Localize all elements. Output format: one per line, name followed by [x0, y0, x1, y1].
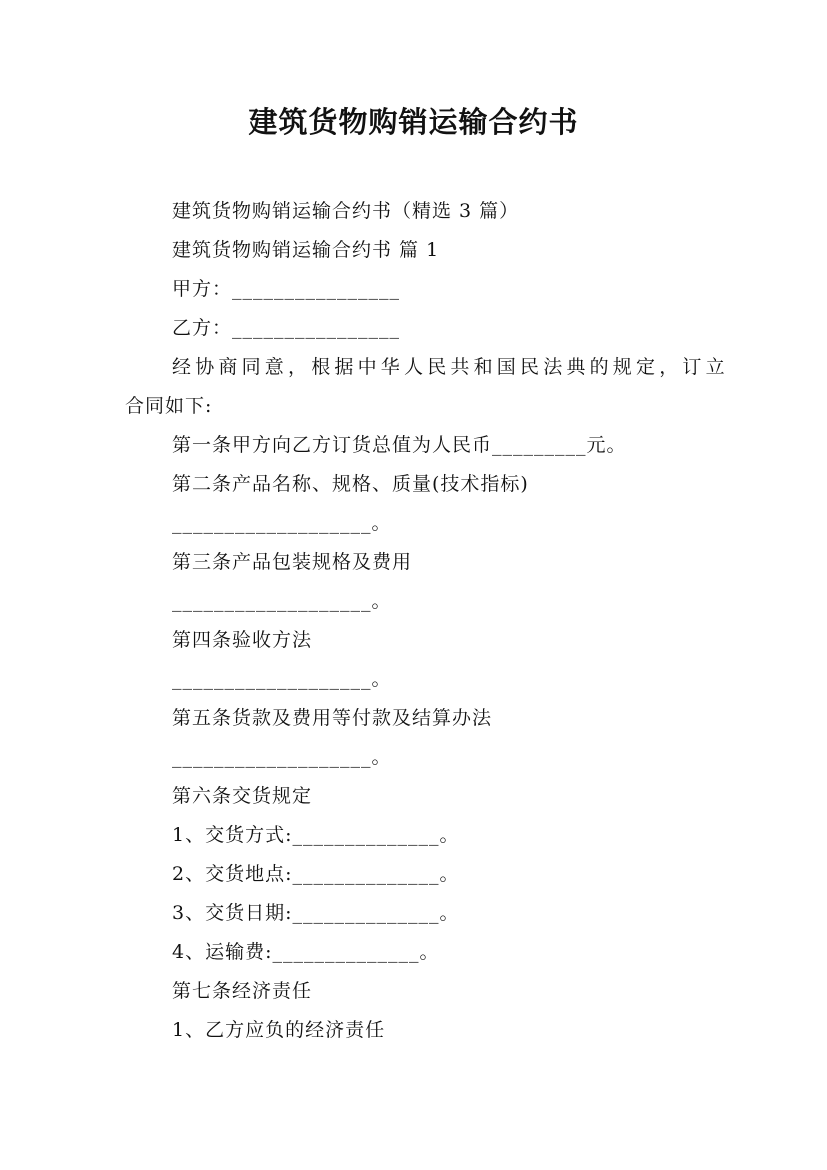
- document-title: 建筑货物购销运输合约书: [248, 105, 579, 139]
- clause-4: 第四条验收方法: [172, 629, 313, 651]
- clause-6: 第六条交货规定: [172, 785, 313, 807]
- clause-1: 第一条甲方向乙方订货总值为人民币_________元。: [172, 434, 627, 456]
- clause-6-item-4: 4、运输费:______________。: [172, 941, 440, 963]
- paragraph-agreement-line-2: 合同如下:: [125, 395, 213, 417]
- paragraph-agreement-line-1: 经协商同意，根据中华人民共和国民法典的规定，订立: [172, 356, 729, 378]
- clause-6-item-3: 3、交货日期:______________。: [172, 902, 460, 924]
- clause-6-item-2: 2、交货地点:______________。: [172, 863, 460, 885]
- clause-4-blank: ___________________。: [172, 668, 392, 690]
- paragraph-party-a: 甲方：________________: [172, 278, 401, 300]
- clause-5: 第五条货款及费用等付款及结算办法: [172, 707, 493, 729]
- clause-3-blank: ___________________。: [172, 590, 392, 612]
- clause-2-blank: ___________________。: [172, 512, 392, 534]
- paragraph-party-b: 乙方：________________: [172, 317, 401, 339]
- clause-5-blank: ___________________。: [172, 746, 392, 768]
- clause-2: 第二条产品名称、规格、质量(技术指标): [172, 473, 529, 495]
- paragraph-part-heading: 建筑货物购销运输合约书 篇 1: [172, 239, 440, 261]
- clause-6-item-1: 1、交货方式:______________。: [172, 824, 460, 846]
- clause-7: 第七条经济责任: [172, 980, 313, 1002]
- paragraph-intro-heading: 建筑货物购销运输合约书（精选 3 篇）: [172, 200, 520, 222]
- clause-3: 第三条产品包装规格及费用: [172, 551, 413, 573]
- clause-7-item-1: 1、乙方应负的经济责任: [172, 1019, 386, 1041]
